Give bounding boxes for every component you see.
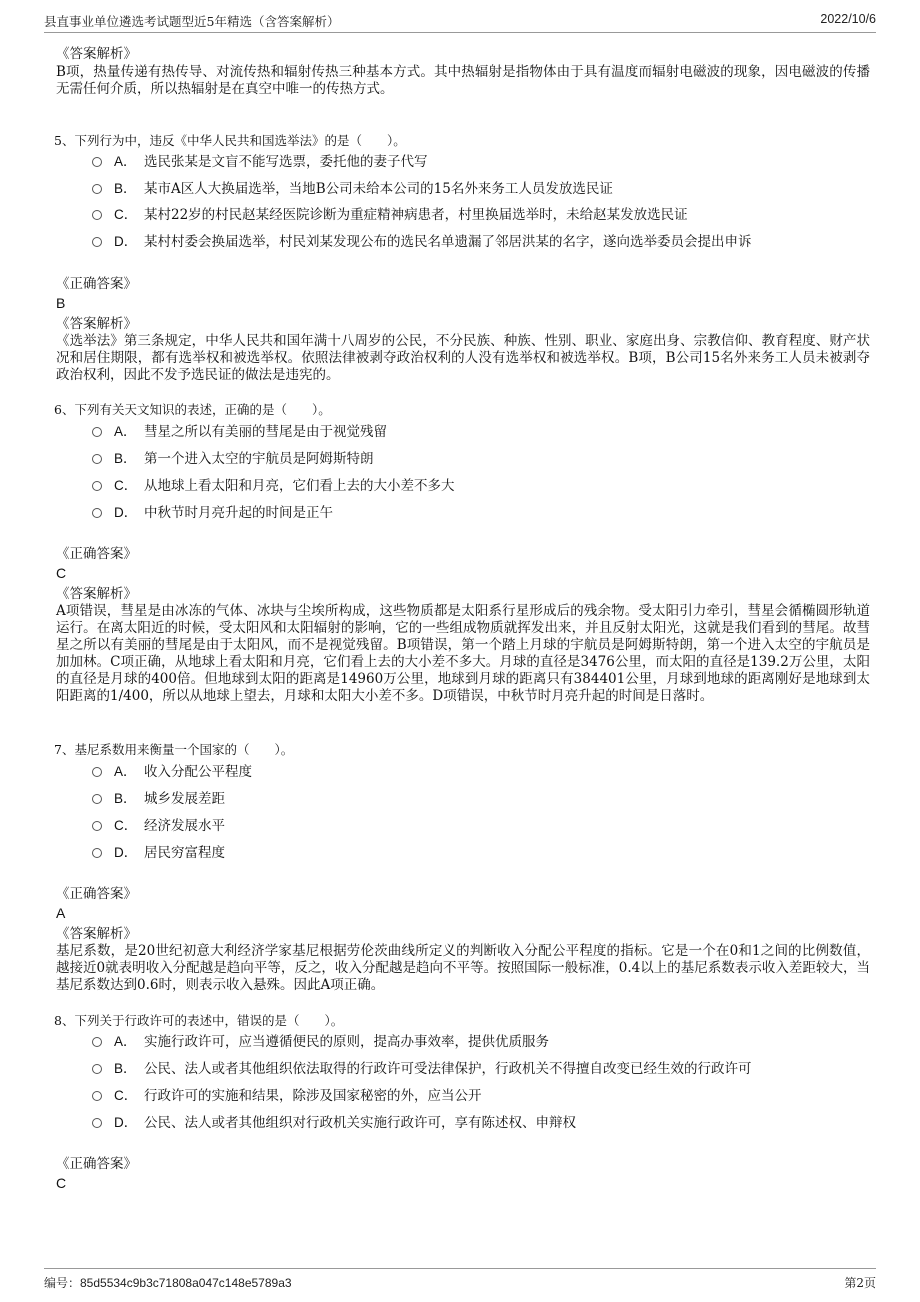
option-text: 彗星之所以有美丽的彗尾是由于视觉残留 — [144, 424, 387, 440]
radio-icon[interactable] — [92, 1091, 102, 1101]
option-letter: A． — [114, 154, 137, 169]
option-text: 第一个进入太空的宇航员是阿姆斯特朗 — [144, 451, 374, 467]
option-b[interactable] — [92, 179, 880, 199]
option-c[interactable] — [92, 1086, 880, 1106]
option-letter: A． — [114, 424, 137, 439]
option-text: 某村22岁的村民赵某经医院诊断为重症精神病患者，村里换届选举时，未给赵某发放选民证 — [144, 207, 688, 223]
correct-answer-label: 《正确答案》 — [56, 276, 137, 292]
option-a[interactable] — [92, 762, 880, 782]
option-d[interactable] — [92, 232, 880, 252]
analysis-text: B项，热量传递有热传导、对流传热和辐射传热三种基本方式。其中热辐射是指物体由于具有温度而辐射电磁波的现象，因电磁波的传播无需任何介质，所以热辐射是在真空中唯一的传热方式。 — [56, 64, 870, 97]
option-letter: C． — [114, 478, 138, 493]
option-a[interactable] — [92, 422, 880, 442]
radio-icon[interactable] — [92, 454, 102, 464]
option-text: 公民、法人或者其他组织依法取得的行政许可受法律保护，行政机关不得擅自改变已经生效的行政许可 — [144, 1061, 752, 1077]
correct-answer: C — [56, 565, 67, 581]
correct-answer-label: 《正确答案》 — [56, 886, 137, 902]
option-b[interactable] — [92, 449, 880, 469]
option-text: 选民张某是文盲不能写选票，委托他的妻子代写 — [144, 154, 428, 170]
option-text: 从地球上看太阳和月亮，它们看上去的大小差不多大 — [144, 478, 455, 494]
option-letter: A． — [114, 764, 137, 779]
question-title: 7、基尼系数用来衡量一个国家的（ ）。 — [54, 742, 294, 757]
radio-icon[interactable] — [92, 157, 102, 167]
correct-answer-label: 《正确答案》 — [56, 546, 137, 562]
correct-answer-label: 《正确答案》 — [56, 1156, 137, 1172]
option-letter: B． — [114, 181, 137, 196]
option-letter: B． — [114, 1061, 137, 1076]
option-d[interactable] — [92, 1113, 880, 1133]
option-letter: B． — [114, 451, 137, 466]
radio-icon[interactable] — [92, 184, 102, 194]
option-c[interactable] — [92, 205, 880, 225]
radio-icon[interactable] — [92, 427, 102, 437]
option-letter: D． — [114, 1115, 138, 1130]
option-letter: D． — [114, 505, 138, 520]
option-b[interactable] — [92, 1059, 880, 1079]
option-text: 城乡发展差距 — [144, 791, 225, 807]
analysis-label: 《答案解析》 — [56, 316, 137, 332]
option-letter: A． — [114, 1034, 137, 1049]
option-text: 收入分配公平程度 — [144, 764, 252, 780]
radio-icon[interactable] — [92, 821, 102, 831]
document-title: 县直事业单位遴选考试题型近5年精选（含答案解析） — [44, 14, 340, 29]
analysis-text: A项错误，彗星是由冰冻的气体、冰块与尘埃所构成，这些物质都是太阳系行星形成后的残余物。受太阳引力牵引，彗星会循椭圆形轨道运行。在离太阳近的时候，受太阳风和太阳辐射的影响，它的一些组成物质就挥发出来，并且反射太阳光，这就是我们看到的彗尾。故彗星之所以有美丽的彗尾是由于太阳风，而不是视觉残留。B项错误，第一个踏上月球的宇航员是阿姆斯特朗，第一个进入太空的宇航员是加加林。C项正确，从地球上看太阳和月亮，它们看上去的大小差不多大。月球的直径是3476公里，而太阳的直径是139.2万公里，太阳的直径是月球的400倍。但地球到太阳的距离是14960万公里，地球到月球的距离只有384401公里，月球到地球的距离刚好是地球到太阳距离的1/400，所以从地球上望去，月球和太阳大小差不多。D项错误，中秋节时月亮升起的时间是日落时。 — [56, 603, 870, 704]
analysis-label: 《答案解析》 — [56, 586, 137, 602]
page-footer — [44, 1268, 876, 1291]
question-title: 6、下列有关天文知识的表述，正确的是（ ）。 — [54, 402, 331, 417]
radio-icon[interactable] — [92, 1118, 102, 1128]
analysis-label: 《答案解析》 — [56, 926, 137, 942]
correct-answer: A — [56, 905, 66, 921]
page-header — [44, 10, 876, 33]
option-text: 某市A区人大换届选举，当地B公司未给本公司的15名外来务工人员发放选民证 — [144, 181, 613, 197]
option-letter: C． — [114, 818, 138, 833]
option-letter: C． — [114, 207, 138, 222]
question-title: 5、下列行为中，违反《中华人民共和国选举法》的是（ ）。 — [54, 133, 406, 148]
document-code: 编号：85d5534c9b3c71808a047c148e5789a3 — [44, 1276, 292, 1290]
radio-icon[interactable] — [92, 794, 102, 804]
radio-icon[interactable] — [92, 237, 102, 247]
option-text: 实施行政许可，应当遵循便民的原则，提高办事效率，提供优质服务 — [144, 1034, 549, 1050]
analysis-label: 《答案解析》 — [56, 46, 137, 62]
option-letter: B． — [114, 791, 137, 806]
option-text: 中秋节时月亮升起的时间是正午 — [144, 505, 333, 521]
option-a[interactable] — [92, 152, 880, 172]
option-b[interactable] — [92, 789, 880, 809]
option-letter: C． — [114, 1088, 138, 1103]
option-letter: D． — [114, 234, 138, 249]
radio-icon[interactable] — [92, 1064, 102, 1074]
option-text: 行政许可的实施和结果，除涉及国家秘密的外，应当公开 — [144, 1088, 482, 1104]
radio-icon[interactable] — [92, 481, 102, 491]
option-d[interactable] — [92, 503, 880, 523]
option-c[interactable] — [92, 816, 880, 836]
option-letter: D． — [114, 845, 138, 860]
option-text: 经济发展水平 — [144, 818, 225, 834]
option-a[interactable] — [92, 1032, 880, 1052]
page-number: 第2页 — [844, 1276, 876, 1290]
option-c[interactable] — [92, 476, 880, 496]
option-text: 某村村委会换届选举，村民刘某发现公布的选民名单遗漏了邻居洪某的名字，遂向选举委员会提出申诉 — [144, 234, 752, 250]
correct-answer: C — [56, 1175, 67, 1191]
question-title: 8、下列关于行政许可的表述中，错误的是（ ）。 — [54, 1013, 344, 1028]
option-text: 公民、法人或者其他组织对行政机关实施行政许可，享有陈述权、申辩权 — [144, 1115, 576, 1131]
analysis-text: 基尼系数，是20世纪初意大利经济学家基尼根据劳伦茨曲线所定义的判断收入分配公平程度的指标。它是一个在0和1之间的比例数值，越接近0就表明收入分配越是趋向平等，反之，收入分配越是趋向不平等。按照国际一般标准，0.4以上的基尼系数表示收入差距较大，当基尼系数达到0.6时，则表示收入悬殊。因此A项正确。 — [56, 943, 870, 993]
option-d[interactable] — [92, 843, 880, 863]
document-date: 2022/10/6 — [820, 12, 876, 26]
radio-icon[interactable] — [92, 210, 102, 220]
radio-icon[interactable] — [92, 1037, 102, 1047]
radio-icon[interactable] — [92, 767, 102, 777]
analysis-text: 《选举法》第三条规定，中华人民共和国年满十八周岁的公民，不分民族、种族、性别、职业、家庭出身、宗教信仰、教育程度、财产状况和居住期限，都有选举权和被选举权。依照法律被剥夺政治权利的人没有选举权和被选举权。B项，B公司15名外来务工人员未被剥夺政治权利，因此不发予选民证的做法是违宪的。 — [56, 333, 870, 383]
correct-answer: B — [56, 295, 66, 311]
radio-icon[interactable] — [92, 848, 102, 858]
radio-icon[interactable] — [92, 508, 102, 518]
option-text: 居民穷富程度 — [144, 845, 225, 861]
